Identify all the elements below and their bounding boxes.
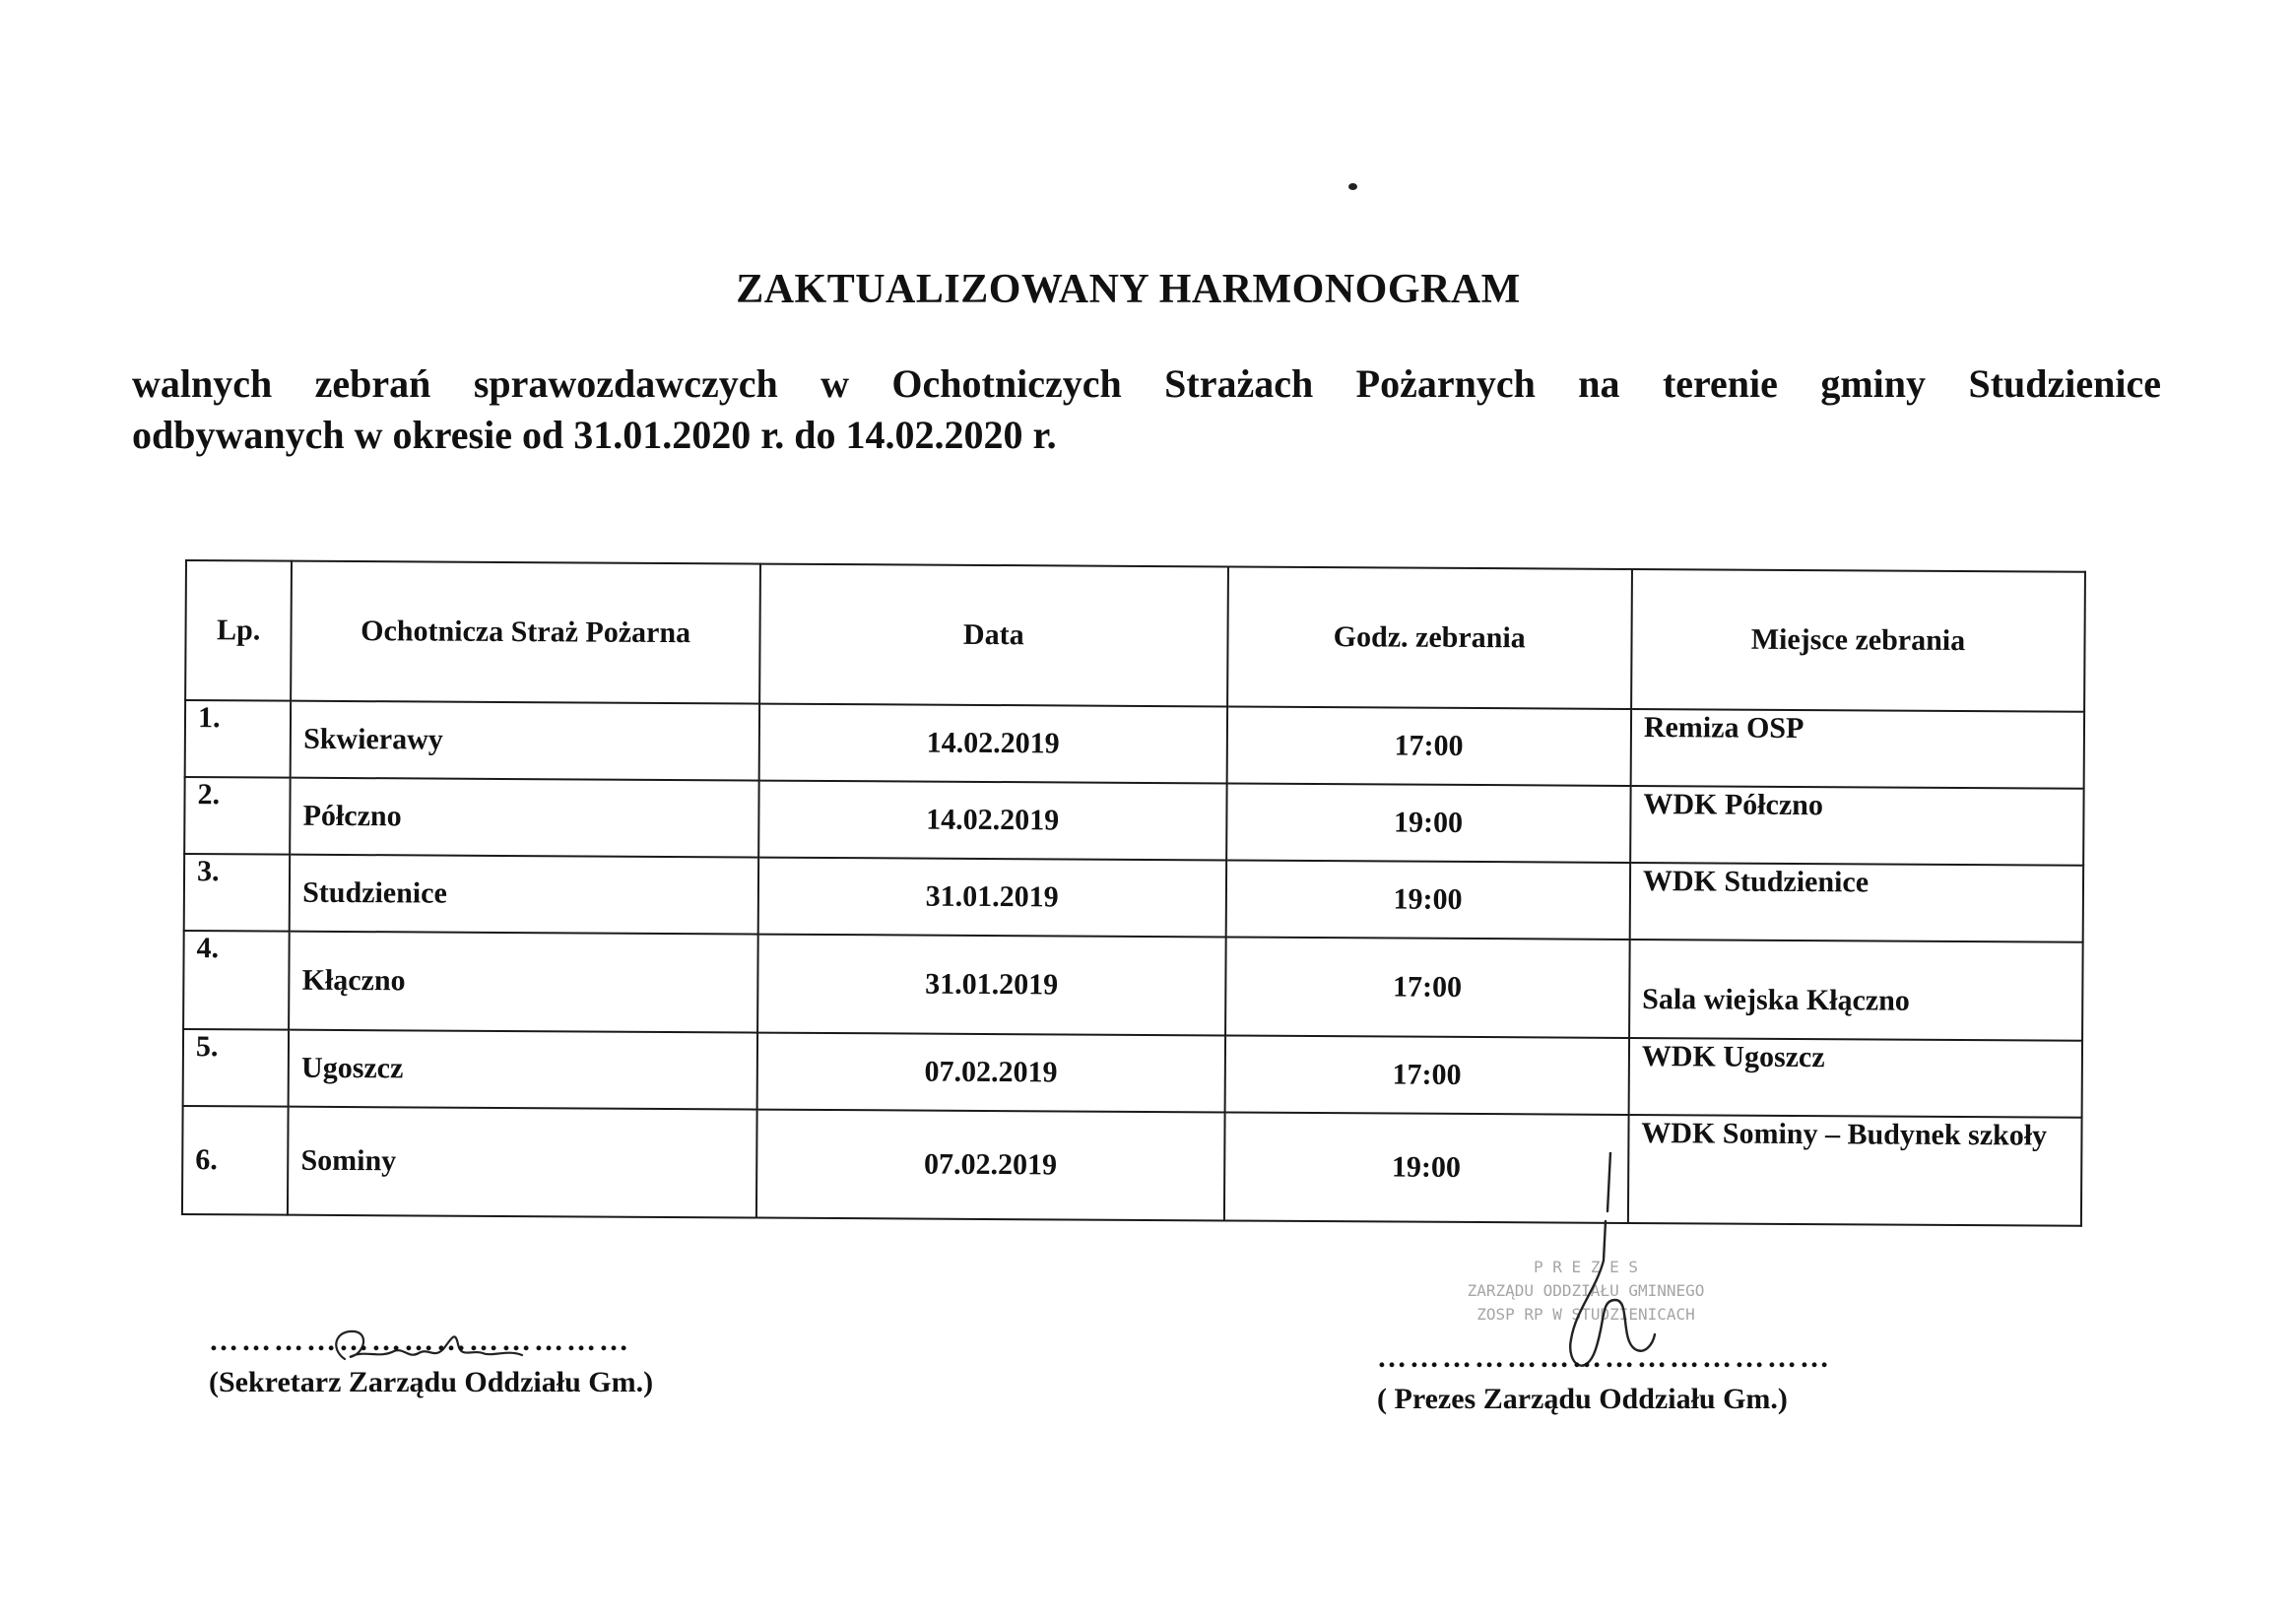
schedule-table xyxy=(181,559,2086,1227)
secretary-role: (Sekretarz Zarządu Oddziału Gm.) xyxy=(209,1366,654,1398)
header-place: Miejsce zebrania xyxy=(1631,569,2085,712)
cell-osp: Ugoszcz xyxy=(289,1030,757,1110)
cell-lp: 3. xyxy=(184,854,291,932)
cell-lp: 1. xyxy=(185,700,292,778)
secretary-signature-block xyxy=(209,1325,653,1399)
cell-date: 07.02.2019 xyxy=(756,1110,1224,1221)
official-stamp xyxy=(1379,1256,1793,1354)
cell-date: 07.02.2019 xyxy=(757,1033,1225,1113)
cell-time: 17:00 xyxy=(1225,937,1630,1038)
stray-mark xyxy=(1348,183,1357,190)
cell-date: 31.01.2019 xyxy=(757,935,1225,1036)
cell-place: WDK Sominy – Budynek szkoły xyxy=(1628,1115,2082,1226)
stamp-line-2: ZARZĄDU ODDZIAŁU GMINNEGO xyxy=(1467,1281,1705,1300)
cell-date: 14.02.2019 xyxy=(758,781,1226,861)
cell-place: Remiza OSP xyxy=(1631,709,2085,789)
table-row xyxy=(185,700,2084,789)
subtitle-line-1: walnych zebrań sprawozdawczych w Ochotniczych Strażach Pożarnych na terenie gminy Studzienice xyxy=(132,361,2161,406)
table-row xyxy=(183,931,2083,1041)
table-row xyxy=(184,777,2083,866)
stamp-line-3: ZOSP RP W STUDZIENICACH xyxy=(1476,1305,1695,1324)
cell-place: WDK Studzienice xyxy=(1630,863,2084,942)
cell-osp: Półczno xyxy=(290,778,758,858)
cell-time: 17:00 xyxy=(1226,706,1631,786)
cell-lp: 6. xyxy=(182,1106,289,1215)
secretary-dots: ………………………………… xyxy=(209,1325,631,1357)
header-date: Data xyxy=(759,564,1227,707)
cell-lp: 2. xyxy=(184,777,291,855)
cell-place: WDK Półczno xyxy=(1630,786,2084,866)
header-time: Godz. zebrania xyxy=(1227,566,1632,709)
cell-date: 31.01.2019 xyxy=(758,858,1226,938)
cell-lp: 5. xyxy=(183,1029,290,1107)
president-signature-block xyxy=(1377,1341,1832,1416)
table-row xyxy=(183,1029,2082,1118)
president-dots: …………………………………… xyxy=(1377,1341,1832,1374)
cell-date: 14.02.2019 xyxy=(759,704,1227,784)
cell-place: Sala wiejska Kłączno xyxy=(1629,940,2083,1041)
cell-time: 19:00 xyxy=(1225,860,1630,940)
cell-osp: Studzienice xyxy=(290,855,758,935)
header-lp: Lp. xyxy=(185,560,292,701)
cell-place: WDK Ugoszcz xyxy=(1628,1038,2082,1118)
cell-lp: 4. xyxy=(183,931,290,1030)
cell-time: 17:00 xyxy=(1224,1035,1629,1115)
table-row xyxy=(184,854,2083,942)
stamp-line-1: P R E Z E S xyxy=(1534,1258,1638,1276)
cell-time: 19:00 xyxy=(1223,1112,1628,1223)
president-role: ( Prezes Zarządu Oddziału Gm.) xyxy=(1377,1383,1788,1415)
cell-osp: Kłączno xyxy=(289,932,757,1033)
header-osp: Ochotnicza Straż Pożarna xyxy=(291,561,760,704)
cell-osp: Skwierawy xyxy=(291,701,759,781)
table-row xyxy=(182,1106,2082,1226)
table-body xyxy=(182,700,2084,1226)
cell-osp: Sominy xyxy=(288,1107,756,1218)
document-subtitle xyxy=(132,358,2161,461)
cell-time: 19:00 xyxy=(1226,783,1631,863)
subtitle-line-2: odbywanych w okresie od 31.01.2020 r. do 14.02.2020 r. xyxy=(132,413,1057,457)
table-header-row xyxy=(185,560,2085,712)
document-title: ZAKTUALIZOWANY HARMONOGRAM xyxy=(736,267,1521,312)
